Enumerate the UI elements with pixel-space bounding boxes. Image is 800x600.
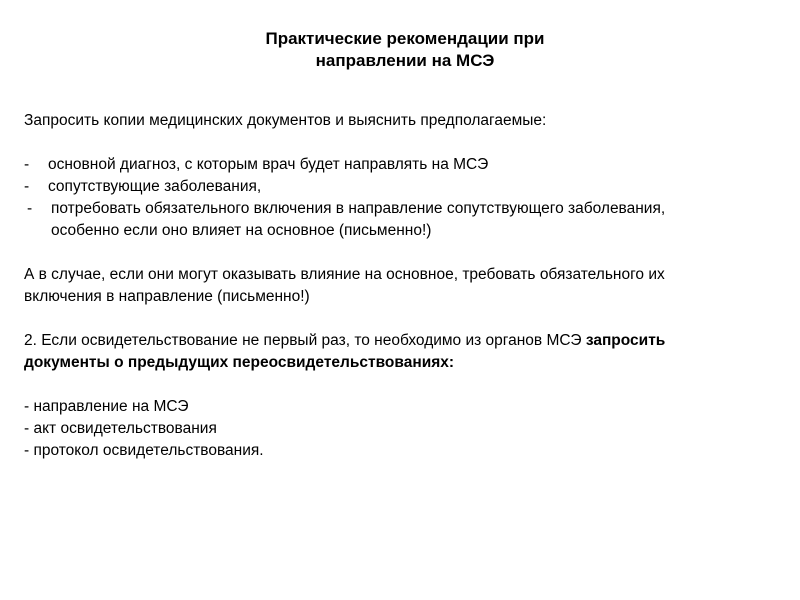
slide-title — [0, 28, 800, 72]
document-item: - акт освидетельствования — [24, 420, 217, 437]
point-2-emphasis: запросить — [585, 332, 666, 349]
point-2-text: 2. Если освидетельствование не первый раз, то необходимо из органов МСЭ — [24, 332, 586, 349]
list-item-text: потребовать обязательного включения в направление сопутствующего заболевания, — [51, 200, 666, 217]
list-dash: - — [24, 156, 30, 173]
intro-text: Запросить копии медицинских документов и выяснить предполагаемые: — [24, 112, 547, 129]
list-dash: - — [27, 200, 33, 217]
document-item: - направление на МСЭ — [24, 398, 189, 415]
document-item: - протокол освидетельствования. — [24, 442, 264, 459]
title-line-1: Практические рекомендации при — [265, 29, 545, 48]
list-dash: - — [24, 178, 30, 195]
list-item-text: сопутствующие заболевания, — [48, 178, 262, 195]
title-line-2: направлении на МСЭ — [315, 51, 495, 70]
list-item — [24, 176, 261, 198]
point-2-line-1 — [24, 330, 665, 352]
list-item-text: основной диагноз, с которым врач будет направлять на МСЭ — [48, 156, 489, 173]
list-item-continuation: особенно если оно влияет на основное (письменно!) — [51, 222, 432, 239]
list-item — [24, 154, 488, 176]
list-item — [27, 198, 665, 220]
influence-line-2: включения в направление (письменно!) — [24, 288, 310, 305]
point-2-line-2: документы о предыдущих переосвидетельствованиях: — [24, 354, 455, 371]
influence-line-1: А в случае, если они могут оказывать влияние на основное, требовать обязательного их — [24, 266, 665, 283]
